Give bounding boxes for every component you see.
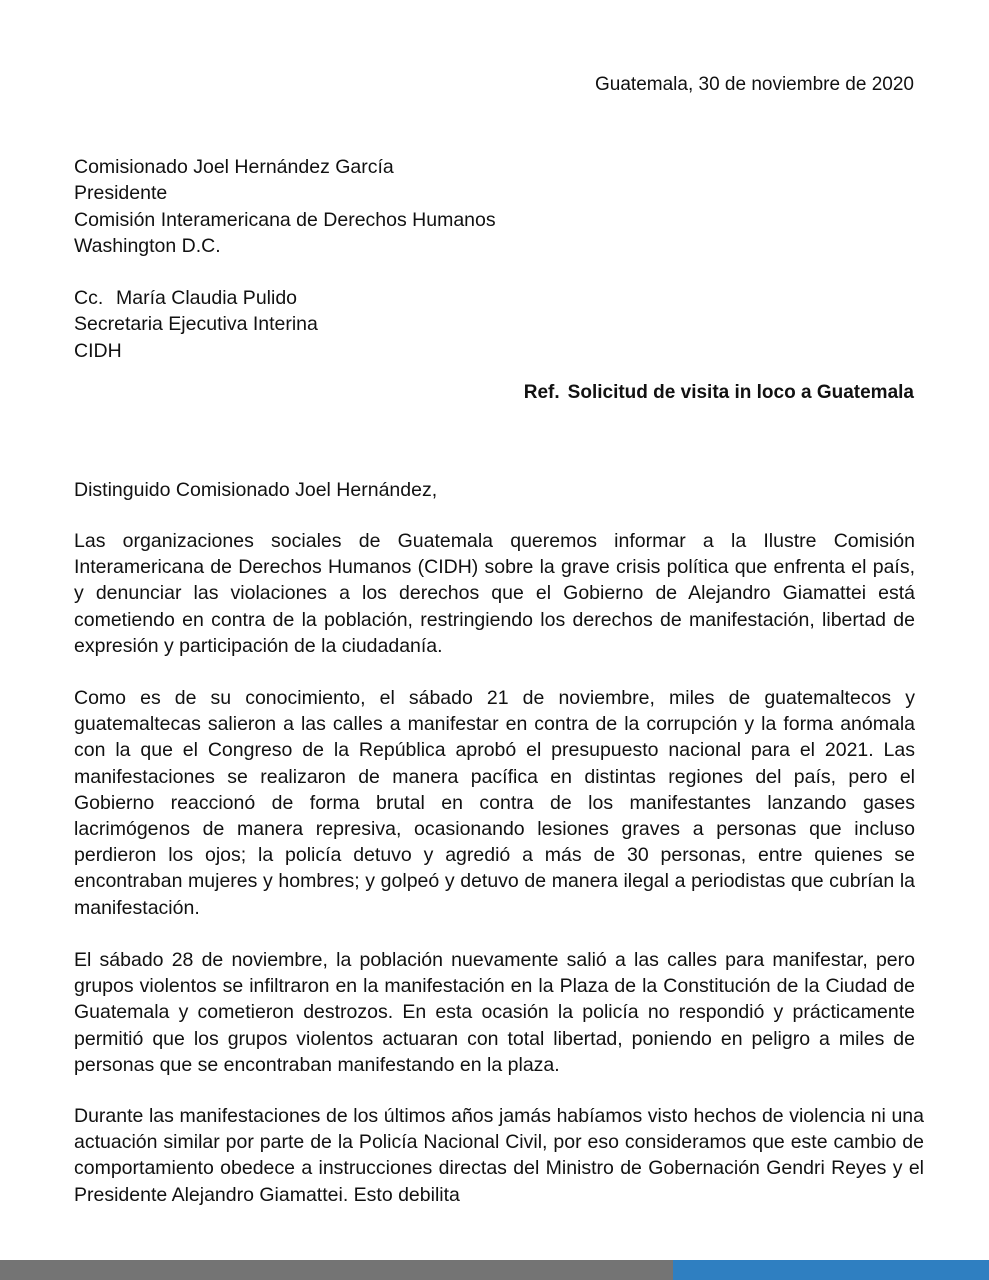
addressee-title: Presidente <box>74 182 168 205</box>
cc-prefix: Cc. <box>74 287 104 309</box>
reference-label: Ref. <box>523 382 560 403</box>
reference-line <box>524 380 914 406</box>
letter-date: Guatemala, 30 de noviembre de 2020 <box>595 74 914 95</box>
footer-bar-gray <box>0 1260 673 1280</box>
cc-name: María Claudia Pulido <box>116 287 298 309</box>
cc-name-line <box>74 285 318 311</box>
footer-bar <box>0 1260 989 1280</box>
body-paragraph: Las organizaciones sociales de Guatemala queremos informar a la Ilustre Comisión Interamericana de Derechos Humanos (CIDH) sobre la grave crisis política que enfrenta el país, y denunciar las violaciones a los derechos que el Gobierno de Alejandro Giamattei está cometiendo en contra de la población, restringiendo los derechos de manifestación, libertad de expresión y participación de la ciudadanía. <box>74 530 915 657</box>
addressee-location: Washington D.C. <box>74 234 221 257</box>
addressee-organization: Comisión Interamericana de Derechos Humanos <box>74 208 496 231</box>
footer-bar-blue <box>673 1260 989 1280</box>
cc-title: Secretaria Ejecutiva Interina <box>74 313 318 336</box>
reference-subject: Solicitud de visita in loco a Guatemala <box>567 382 914 403</box>
body-paragraph: Como es de su conocimiento, el sábado 21 de noviembre, miles de guatemaltecos y guatemaltecas salieron a las calles a manifestar en contra de la corrupción y la forma anómala con la que el Congreso de la República aprobó el presupuesto nacional para el 2021. Las manifestaciones se realizaron de manera pacífica en distintas regiones del país, pero el Gobierno reaccionó de forma brutal en contra de los manifestantes lanzando gases lacrimógenos de manera represiva, ocasionando lesiones graves a personas que incluso perdieron los ojos; la policía detuvo y agredió a más de 30 personas, entre quienes se encontraban mujeres y hombres; y golpeó y detuvo de manera ilegal a periodistas que cubrían la manifestación. <box>74 687 915 919</box>
salutation: Distinguido Comisionado Joel Hernández, <box>74 479 438 501</box>
addressee-name: Comisionado Joel Hernández García <box>74 156 394 178</box>
addressee-block <box>74 154 496 259</box>
cc-organization: CIDH <box>74 339 122 362</box>
cc-block <box>74 285 318 364</box>
body-paragraph: Durante las manifestaciones de los últimos años jamás habíamos visto hechos de violencia ni una actuación similar por parte de la Policía Nacional Civil, por eso consideramos que este cambio de comportamiento obedece a instrucciones directas del Ministro de Gobernación Gendri Reyes y el Presidente Alejandro Giamattei. Esto debilita <box>74 1105 924 1206</box>
body-paragraph: El sábado 28 de noviembre, la población nuevamente salió a las calles para manifestar, pero grupos violentos se infiltraron en la manifestación en la Plaza de la Constitución de la Ciudad de Guatemala y cometieron destrozos. En esta ocasión la policía no respondió y prácticamente permitió que los grupos violentos actuaran con total libertad, poniendo en peligro a miles de personas que se encontraban manifestando en la plaza. <box>74 949 915 1076</box>
